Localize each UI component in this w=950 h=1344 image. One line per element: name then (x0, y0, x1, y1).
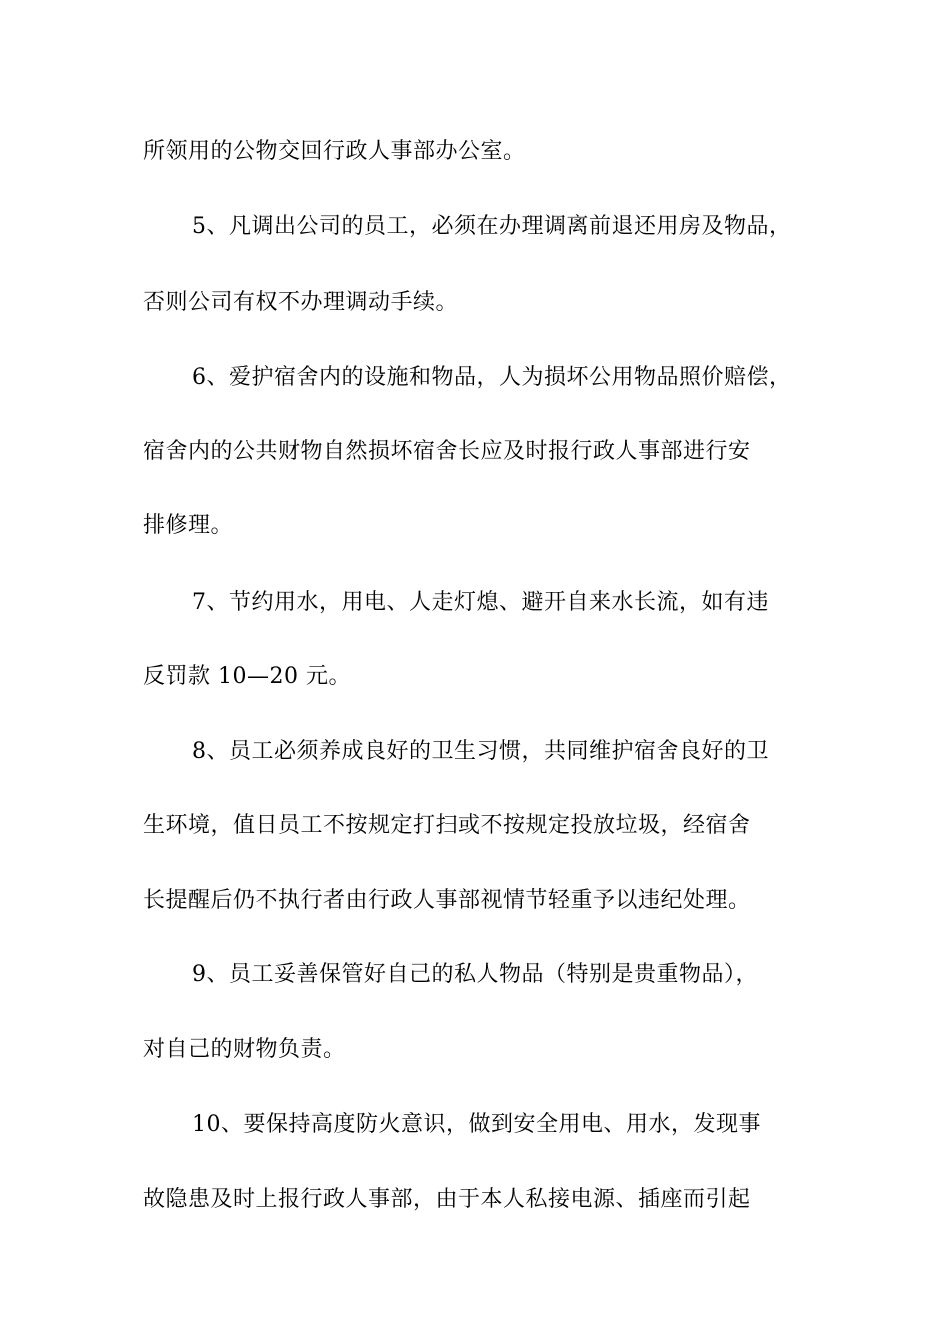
text-line: 10、要保持高度防火意识，做到安全用电、用水，发现事 (192, 1112, 761, 1137)
text-line: 排修理。 (143, 513, 234, 538)
text-line: 对自己的财物负责。 (143, 1037, 346, 1062)
text-line: 9、员工妥善保管好自己的私人物品（特别是贵重物品）， (192, 962, 758, 987)
text-line: 8、员工必须养成良好的卫生习惯，共同维护宿舍良好的卫 (192, 739, 769, 764)
text-line: 7、节约用水，用电、人走灯熄、避开自来水长流，如有违 (192, 590, 769, 615)
text-line: 故隐患及时上报行政人事部，由于本人私接电源、插座而引起 (143, 1187, 751, 1212)
text-line: 反罚款 10—20 元。 (143, 664, 351, 689)
text-line: 所领用的公物交回行政人事部办公室。 (143, 139, 526, 164)
text-line: 生环境，值日员工不按规定打扫或不按规定投放垃圾，经宿舍 (143, 813, 751, 838)
text-line: 长提醒后仍不执行者由行政人事部视情节轻重予以违纪处理。 (143, 888, 751, 913)
text-line: 6、爱护宿舍内的设施和物品，人为损坏公用物品照价赔偿， (192, 365, 792, 390)
text-line: 否则公司有权不办理调动手续。 (143, 290, 459, 315)
text-line: 5、凡调出公司的员工，必须在办理调离前退还用房及物品， (192, 214, 792, 239)
text-line: 宿舍内的公共财物自然损坏宿舍长应及时报行政人事部进行安 (143, 439, 751, 464)
